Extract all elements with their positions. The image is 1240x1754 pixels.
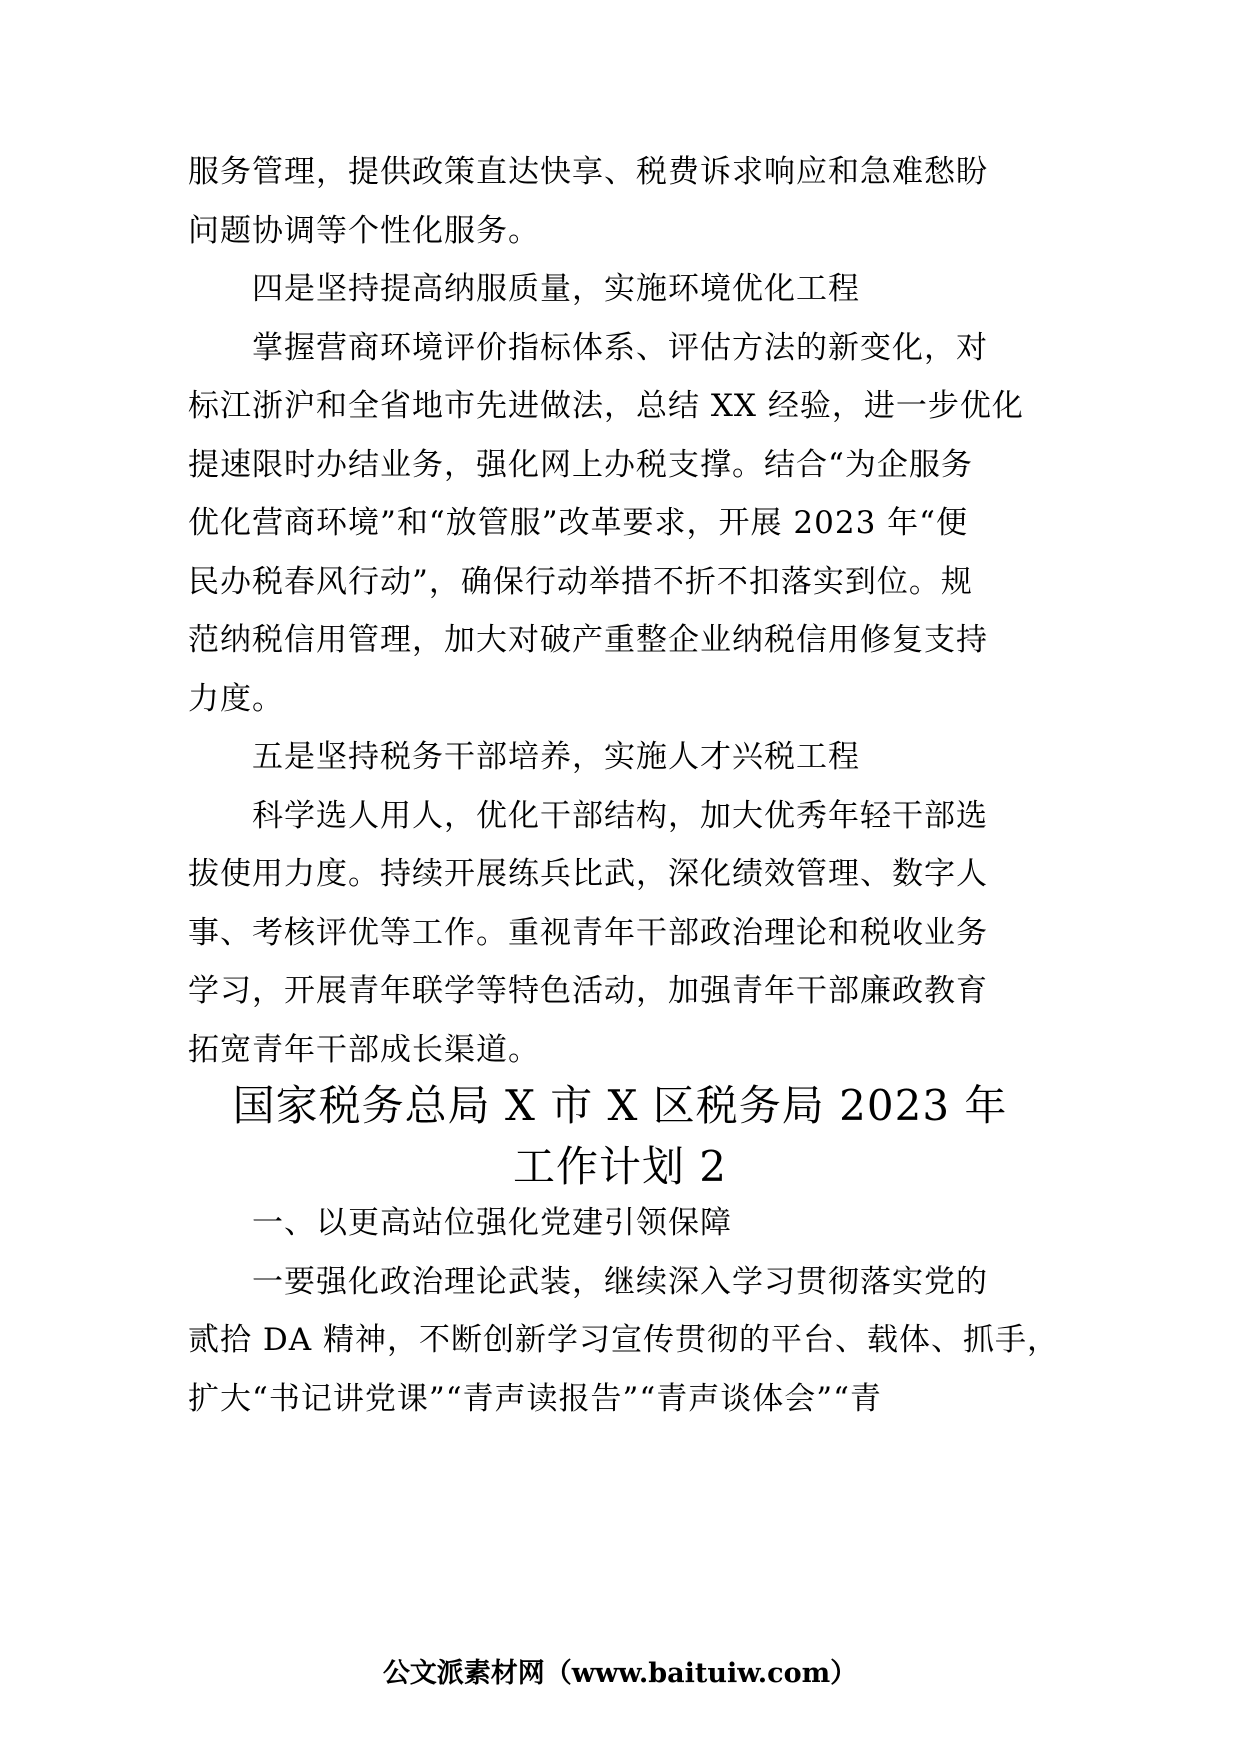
- body-line: 优化营商环境”和“放管服”改革要求，开展 2023 年“便: [188, 505, 968, 541]
- document-title: 国家税务总局 X 市 X 区税务局 2023 年: [232, 1081, 1008, 1130]
- body-line: 问题协调等个性化服务。: [188, 213, 540, 249]
- body-line: 贰拾 DA 精神，不断创新学习宣传贯彻的平台、载体、抓手，: [188, 1322, 1059, 1358]
- body-line: 拔使用力度。持续开展练兵比武，深化绩效管理、数字人: [188, 856, 988, 892]
- footer-watermark: 公文派素材网（www.baituiw.com）: [382, 1658, 858, 1689]
- body-line: 民办税春风行动”，确保行动举措不折不扣落实到位。规: [188, 564, 973, 600]
- body-line: 事、考核评优等工作。重视青年干部政治理论和税收业务: [188, 915, 988, 951]
- body-line: 范纳税信用管理，加大对破产重整企业纳税信用修复支持: [188, 622, 988, 658]
- section-heading: 五是坚持税务干部培养，实施人才兴税工程: [252, 739, 860, 775]
- section-heading: 一、以更高站位强化党建引领保障: [252, 1205, 732, 1241]
- document-title: 工作计划 2: [512, 1142, 728, 1191]
- body-line: 学习，开展青年联学等特色活动，加强青年干部廉政教育: [188, 973, 988, 1009]
- body-line: 扩大“书记讲党课”“青声读报告”“青声谈体会”“青: [188, 1381, 882, 1417]
- body-line: 一要强化政治理论武装，继续深入学习贯彻落实党的: [252, 1264, 988, 1300]
- body-line: 拓宽青年干部成长渠道。: [188, 1032, 540, 1068]
- body-line: 掌握营商环境评价指标体系、评估方法的新变化，对: [252, 330, 988, 366]
- body-line: 提速限时办结业务，强化网上办税支撑。结合“为企服务: [188, 447, 973, 483]
- body-line: 科学选人用人，优化干部结构，加大优秀年轻干部选: [252, 798, 988, 834]
- body-line: 力度。: [188, 681, 284, 717]
- body-line: 标江浙沪和全省地市先进做法，总结 XX 经验，进一步优化: [188, 388, 1024, 424]
- section-heading: 四是坚持提高纳服质量，实施环境优化工程: [252, 271, 860, 307]
- body-line: 服务管理，提供政策直达快享、税费诉求响应和急难愁盼: [188, 154, 988, 190]
